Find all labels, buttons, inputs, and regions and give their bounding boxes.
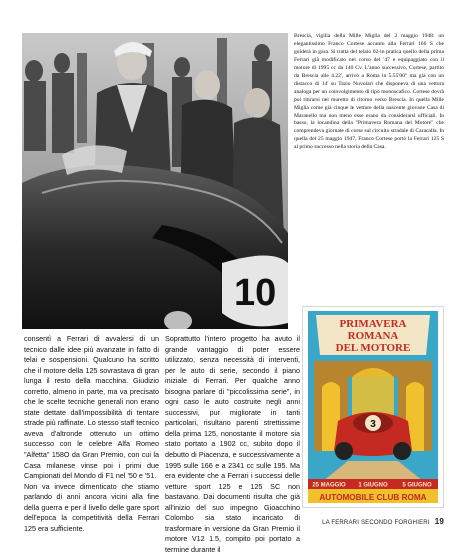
svg-text:10: 10 [234,272,277,314]
poster-frame [302,306,444,508]
page-number: 19 [434,517,444,526]
running-title: LA FERRARI SECONDO FORGHIERI [322,520,430,526]
primavera-romana-poster [308,311,438,503]
poster-car-number: 3 [370,419,376,430]
race-car-photo [22,33,288,329]
poster-title-2: ROMANA [347,330,399,342]
body-column-2 [165,334,300,555]
col2-paragraph-1: Soprattutto l'intero progetto ha avuto il grande vantaggio di poter essere utilizzato, senza necessità di interventi, per le auto di serie, secondo il piano iniziale di Ferrari. Per qualche anno bisogna parlare di "piccolissima serie", in ogni caso le auto costruite negli anni successivi, pur migliorate in tanti particolari, risultano parenti strettissime della prima 125, nonostante il motore sia stato portato a 1902 cc, subito dopo il debutto di Piacenza, e successivamente a 1995 sulle 166 e a 2341 cc sulle 195. Ma era evidente che a Ferrari i successi delle vetture sport 125 e 125 SC non bastavano. Dai documenti risulta che già all'inizio del suo impegno Gioacchino Colombo sia stato incaricato di trasformare in versione da Gran Premio il motore V12 1.5, compito poi portato a termine durante il [165,334,300,554]
body-column-1 [24,334,159,534]
poster-date-3: 5 GIUGNO [402,482,432,489]
photo-caption: Brescia, vigilia della Mille Miglia del 2 maggio 1948: un elegantissimo Franco Cortese accanto alla Ferrari 166 S che guiderà in gara. Si tratta del telaio 02-in pratica quello della prima Ferrari già modificato nel corso del '47 e equipaggiato con il motore di 1995 cc da 140 Cv. L'anno successivo, Cortese, partito da Brescia alle 4.22', arrivò a Roma in 5.55'00" ma già con un distacco di 14' su Tazio Nuvolari che disponeva di una vettura analoga per un coinvolgimento di tipo monoscafico. Cortese dovrà poi ritirarsi nel muretto di ritorno verso Brescia. In quella Mille Miglia come già cinque le vetture della nascente giovane Casa di Maranello ma non meno esse erano da considerarsi ufficiali. In basso, la locandina della "Primavera Romana del Motore" che comprendeva giornate di corse sul circuito stradale di Caracalla. In quella del 25 maggio 1947, Franco Cortese portò la Ferrari 125 S al primo successo nella storia della Casa. [294,33,444,151]
poster-club: AUTOMOBILE CLUB ROMA [319,493,427,502]
poster-title-3: DEL MOTORE [335,342,411,354]
col1-paragraph-2: Non va invece dimenticato che stiamo parlando di anni ancora vicini alla fine della guerra e per il livello delle gare sport dell'epoca la competitività della Ferrari 125 era sufficiente. [24,481,159,533]
page-footer [322,517,444,526]
poster-title-1: PRIMAVERA [339,318,407,330]
poster-date-1: 25 MAGGIO [312,482,346,489]
col1-paragraph-1: consentì a Ferrari di avvalersi di un tecnico dalle idee più avanzate in fatto di telai e sospensioni. Qualcuno ha scritto che il motore della 125 sovrastava di gran lunga il resto della macchina. Giudizio corretto, almeno in parte, ma va precisato che le scelte tecniche generali non erano state dettate dall'impossibilità di tentare strade più raffinate. Lo stesso staff tecnico aveva d'altronde ottenuto un ottimo successo con le celebre Alfa Romeo "Alfetta" 158O da Gran Premio, con cui la Casa milanese vinse poi i primi due Campionati del Mondo di F1 nel '50 e '51. [24,334,159,481]
poster-date-2: 1 GIUGNO [358,482,388,489]
